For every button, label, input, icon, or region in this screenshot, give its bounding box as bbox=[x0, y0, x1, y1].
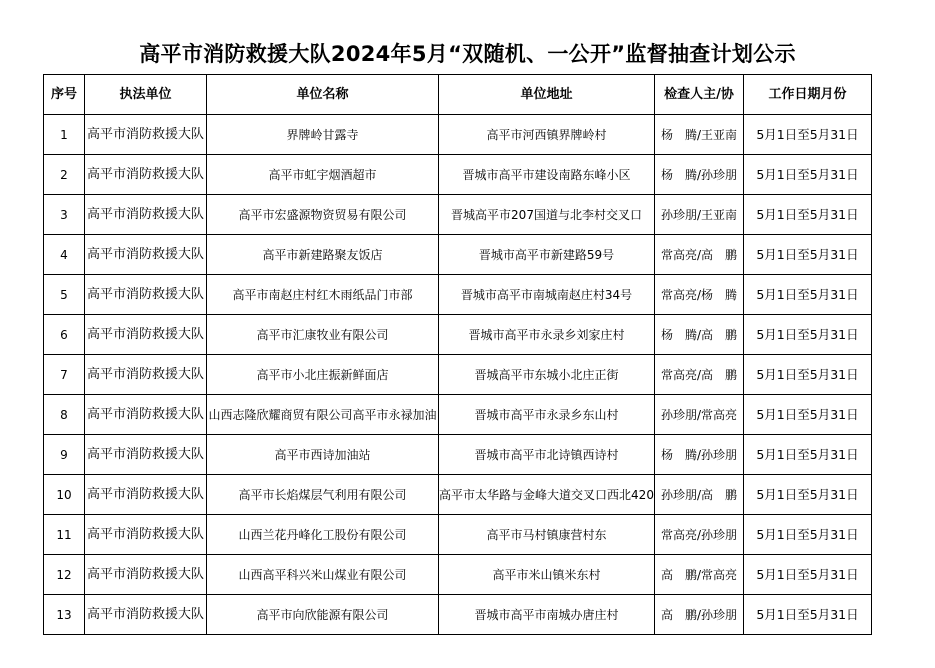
cell-unit-address: 晋城高平市207国道与北李村交叉口 bbox=[439, 195, 655, 235]
cell-inspector: 常高亮/孙珍朋 bbox=[655, 515, 744, 555]
cell-unit-address: 晋城市高平市南城南赵庄村34号 bbox=[439, 275, 655, 315]
table-body bbox=[44, 115, 872, 635]
cell-unit-name: 高平市新建路聚友饭店 bbox=[207, 235, 439, 275]
table-row bbox=[44, 435, 872, 475]
cell-inspector: 杨 腾/王亚南 bbox=[655, 115, 744, 155]
cell-inspector: 孙珍朋/王亚南 bbox=[655, 195, 744, 235]
cell-work-date: 5月1日至5月31日 bbox=[744, 355, 872, 395]
table-row bbox=[44, 395, 872, 435]
table-row bbox=[44, 235, 872, 275]
cell-unit-name: 山西兰花丹峰化工股份有限公司 bbox=[207, 515, 439, 555]
cell-unit-name: 高平市汇康牧业有限公司 bbox=[207, 315, 439, 355]
cell-unit-address: 晋城市高平市新建路59号 bbox=[439, 235, 655, 275]
cell-unit-name: 高平市向欣能源有限公司 bbox=[207, 595, 439, 635]
cell-dept: 高平市消防救援大队 bbox=[85, 275, 207, 315]
cell-inspector: 常高亮/高 鹏 bbox=[655, 235, 744, 275]
table-row bbox=[44, 355, 872, 395]
header-name: 单位名称 bbox=[207, 75, 439, 115]
header-dept: 执法单位 bbox=[85, 75, 207, 115]
table-row bbox=[44, 195, 872, 235]
cell-seq: 12 bbox=[44, 555, 85, 595]
cell-dept: 高平市消防救援大队 bbox=[85, 315, 207, 355]
cell-work-date: 5月1日至5月31日 bbox=[744, 315, 872, 355]
cell-dept: 高平市消防救援大队 bbox=[85, 195, 207, 235]
cell-seq: 6 bbox=[44, 315, 85, 355]
cell-work-date: 5月1日至5月31日 bbox=[744, 195, 872, 235]
cell-inspector: 常高亮/高 鹏 bbox=[655, 355, 744, 395]
cell-work-date: 5月1日至5月31日 bbox=[744, 555, 872, 595]
cell-unit-address: 晋城市高平市建设南路东峰小区 bbox=[439, 155, 655, 195]
table-row bbox=[44, 155, 872, 195]
header-addr: 单位地址 bbox=[439, 75, 655, 115]
cell-seq: 10 bbox=[44, 475, 85, 515]
cell-work-date: 5月1日至5月31日 bbox=[744, 515, 872, 555]
cell-dept: 高平市消防救援大队 bbox=[85, 355, 207, 395]
inspection-plan-table bbox=[43, 74, 872, 635]
cell-work-date: 5月1日至5月31日 bbox=[744, 275, 872, 315]
cell-unit-address: 晋城市高平市永录乡刘家庄村 bbox=[439, 315, 655, 355]
cell-work-date: 5月1日至5月31日 bbox=[744, 435, 872, 475]
cell-unit-name: 高平市小北庄振新鲜面店 bbox=[207, 355, 439, 395]
cell-work-date: 5月1日至5月31日 bbox=[744, 155, 872, 195]
table-row bbox=[44, 115, 872, 155]
cell-dept: 高平市消防救援大队 bbox=[85, 555, 207, 595]
cell-seq: 8 bbox=[44, 395, 85, 435]
cell-unit-address: 晋城高平市东城小北庄正街 bbox=[439, 355, 655, 395]
cell-seq: 13 bbox=[44, 595, 85, 635]
cell-inspector: 杨 腾/高 鹏 bbox=[655, 315, 744, 355]
cell-work-date: 5月1日至5月31日 bbox=[744, 235, 872, 275]
cell-seq: 1 bbox=[44, 115, 85, 155]
cell-inspector: 杨 腾/孙珍朋 bbox=[655, 155, 744, 195]
cell-unit-address: 晋城市高平市南城办唐庄村 bbox=[439, 595, 655, 635]
cell-dept: 高平市消防救援大队 bbox=[85, 235, 207, 275]
cell-unit-name: 界牌岭甘露寺 bbox=[207, 115, 439, 155]
cell-inspector: 高 鹏/常高亮 bbox=[655, 555, 744, 595]
cell-unit-address: 高平市米山镇米东村 bbox=[439, 555, 655, 595]
cell-unit-name: 高平市虹宇烟酒超市 bbox=[207, 155, 439, 195]
cell-unit-name: 高平市西诗加油站 bbox=[207, 435, 439, 475]
cell-seq: 5 bbox=[44, 275, 85, 315]
cell-dept: 高平市消防救援大队 bbox=[85, 475, 207, 515]
cell-seq: 3 bbox=[44, 195, 85, 235]
cell-dept: 高平市消防救援大队 bbox=[85, 115, 207, 155]
cell-unit-address: 晋城市高平市永录乡东山村 bbox=[439, 395, 655, 435]
cell-dept: 高平市消防救援大队 bbox=[85, 395, 207, 435]
cell-work-date: 5月1日至5月31日 bbox=[744, 475, 872, 515]
table-header-row bbox=[44, 75, 872, 115]
cell-dept: 高平市消防救援大队 bbox=[85, 435, 207, 475]
table-row bbox=[44, 515, 872, 555]
cell-work-date: 5月1日至5月31日 bbox=[744, 115, 872, 155]
cell-unit-address: 晋城市高平市北诗镇西诗村 bbox=[439, 435, 655, 475]
cell-unit-name: 山西志隆欣耀商贸有限公司高平市永禄加油 bbox=[207, 395, 439, 435]
table-row bbox=[44, 595, 872, 635]
cell-unit-name: 高平市长焰煤层气利用有限公司 bbox=[207, 475, 439, 515]
cell-inspector: 杨 腾/孙珍朋 bbox=[655, 435, 744, 475]
cell-dept: 高平市消防救援大队 bbox=[85, 515, 207, 555]
cell-inspector: 高 鹏/孙珍朋 bbox=[655, 595, 744, 635]
cell-seq: 9 bbox=[44, 435, 85, 475]
cell-seq: 4 bbox=[44, 235, 85, 275]
header-date: 工作日期月份 bbox=[744, 75, 872, 115]
table-row bbox=[44, 475, 872, 515]
cell-unit-address: 高平市河西镇界牌岭村 bbox=[439, 115, 655, 155]
table-row bbox=[44, 315, 872, 355]
cell-work-date: 5月1日至5月31日 bbox=[744, 595, 872, 635]
cell-unit-name: 高平市南赵庄村红木雨纸品门市部 bbox=[207, 275, 439, 315]
cell-seq: 7 bbox=[44, 355, 85, 395]
header-inspector: 检查人主/协 bbox=[655, 75, 744, 115]
page-title: 高平市消防救援大队2024年5月“双随机、一公开”监督抽查计划公示 bbox=[139, 42, 796, 66]
cell-dept: 高平市消防救援大队 bbox=[85, 155, 207, 195]
cell-unit-name: 山西高平科兴米山煤业有限公司 bbox=[207, 555, 439, 595]
cell-work-date: 5月1日至5月31日 bbox=[744, 395, 872, 435]
cell-inspector: 孙珍朋/常高亮 bbox=[655, 395, 744, 435]
cell-inspector: 常高亮/杨 腾 bbox=[655, 275, 744, 315]
table-row bbox=[44, 275, 872, 315]
cell-unit-address: 高平市马村镇康营村东 bbox=[439, 515, 655, 555]
table-row bbox=[44, 555, 872, 595]
cell-dept: 高平市消防救援大队 bbox=[85, 595, 207, 635]
cell-inspector: 孙珍朋/高 鹏 bbox=[655, 475, 744, 515]
cell-unit-address: 高平市太华路与金峰大道交叉口西北420 bbox=[439, 475, 655, 515]
cell-seq: 2 bbox=[44, 155, 85, 195]
cell-seq: 11 bbox=[44, 515, 85, 555]
cell-unit-name: 高平市宏盛源物资贸易有限公司 bbox=[207, 195, 439, 235]
header-seq: 序号 bbox=[44, 75, 85, 115]
